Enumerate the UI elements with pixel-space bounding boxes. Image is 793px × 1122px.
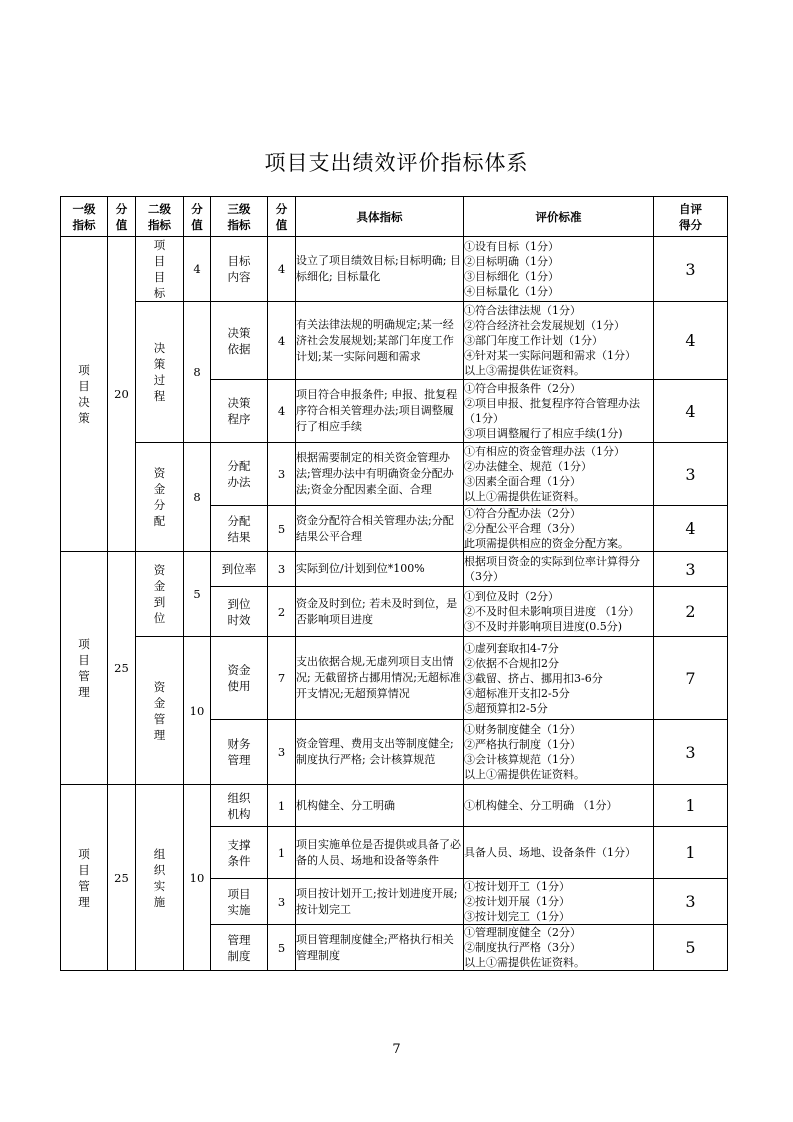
specific-indicator: 设立了项目绩效目标;目标明确; 目标细化; 目标量化 <box>296 237 464 302</box>
level2-score: 8 <box>184 302 211 443</box>
table-row <box>61 637 728 720</box>
table-row <box>61 443 728 506</box>
level3-cell: 支撑 条件 <box>211 827 268 879</box>
level1-score: 25 <box>108 552 136 785</box>
self-score: 3 <box>654 443 728 506</box>
specific-indicator: 项目按计划开工;按计划进度开展; 按计划完工 <box>296 879 464 925</box>
self-score: 7 <box>654 637 728 720</box>
evaluation-standard: ①到位及时（2分） ②不及时但未影响项目进度 （1分） ③不及时并影响项目进度(0.5分) <box>464 587 654 637</box>
header-score3: 分 值 <box>268 197 296 237</box>
level2-score: 10 <box>184 637 211 785</box>
evaluation-standard: ①机构健全、分工明确 （1分） <box>464 785 654 827</box>
self-score: 4 <box>654 380 728 443</box>
level3-score: 7 <box>268 637 296 720</box>
level3-cell: 到位 时效 <box>211 587 268 637</box>
level2-score: 10 <box>184 785 211 971</box>
evaluation-standard: ①管理制度健全（2分） ②制度执行严格（3分） 以上①需提供佐证资料。 <box>464 925 654 971</box>
table-row <box>61 552 728 587</box>
level3-score: 4 <box>268 302 296 380</box>
evaluation-standard: ①按计划开工（1分） ②按计划开展（1分） ③按计划完工（1分） <box>464 879 654 925</box>
level1-score: 20 <box>108 237 136 552</box>
level1-cell: 项目管理 <box>61 785 108 971</box>
header-level2: 二级 指标 <box>136 197 184 237</box>
evaluation-standard: ①财务制度健全（1分） ②严格执行制度（1分） ③会计核算规范（1分） 以上①需提供佐证资料。 <box>464 720 654 785</box>
evaluation-standard: ①设有目标（1分） ②目标明确（1分） ③目标细化（1分） ④目标量化（1分） <box>464 237 654 302</box>
level3-cell: 决策 依据 <box>211 302 268 380</box>
level3-cell: 分配 办法 <box>211 443 268 506</box>
evaluation-standard: 根据项目资金的实际到位率计算得分（3分） <box>464 552 654 587</box>
level2-cell: 决策过程 <box>136 302 184 443</box>
level3-score: 1 <box>268 785 296 827</box>
self-score: 3 <box>654 237 728 302</box>
specific-indicator: 机构健全、分工明确 <box>296 785 464 827</box>
level2-score: 4 <box>184 237 211 302</box>
level3-cell: 财务 管理 <box>211 720 268 785</box>
level3-score: 3 <box>268 879 296 925</box>
level3-score: 3 <box>268 552 296 587</box>
level1-cell: 项目决策 <box>61 237 108 552</box>
specific-indicator: 有关法律法规的明确规定;某一经济社会发展规划;某部门年度工作计划;某一实际问题和需求 <box>296 302 464 380</box>
level1-score: 25 <box>108 785 136 971</box>
page-number: 7 <box>392 1042 401 1057</box>
level2-score: 8 <box>184 443 211 552</box>
header-level1: 一级 指标 <box>61 197 108 237</box>
evaluation-standard: ①虚列套取扣4-7分 ②依据不合规扣2分 ③截留、挤占、挪用扣3-6分 ④超标准开支扣2-5分 ⑤超预算扣2-5分 <box>464 637 654 720</box>
evaluation-standard: ①符合申报条件（2分） ②项目申报、批复程序符合管理办法（1分） ③项目调整履行了相应手续(1分) <box>464 380 654 443</box>
specific-indicator: 项目实施单位是否提供或具备了必备的人员、场地和设备等条件 <box>296 827 464 879</box>
level3-cell: 分配 结果 <box>211 506 268 552</box>
specific-indicator: 项目符合申报条件; 申报、批复程序符合相关管理办法;项目调整履行了相应手续 <box>296 380 464 443</box>
table-row <box>61 237 728 302</box>
evaluation-standard: ①符合分配办法（2分） ②分配公平合理（3分） 此项需提供相应的资金分配方案。 <box>464 506 654 552</box>
level3-score: 4 <box>268 380 296 443</box>
header-specific: 具体指标 <box>296 197 464 237</box>
level3-cell: 到位率 <box>211 552 268 587</box>
specific-indicator: 根据需要制定的相关资金管理办法;管理办法中有明确资金分配办法;资金分配因素全面、合理 <box>296 443 464 506</box>
specific-indicator: 实际到位/计划到位*100% <box>296 552 464 587</box>
level2-cell: 组织实施 <box>136 785 184 971</box>
self-score: 4 <box>654 506 728 552</box>
level3-cell: 资金 使用 <box>211 637 268 720</box>
self-score: 1 <box>654 785 728 827</box>
level3-score: 3 <box>268 720 296 785</box>
specific-indicator: 项目管理制度健全;严格执行相关管理制度 <box>296 925 464 971</box>
level3-cell: 管理 制度 <box>211 925 268 971</box>
level2-cell: 项目目标 <box>136 237 184 302</box>
level2-score: 5 <box>184 552 211 637</box>
specific-indicator: 资金分配符合相关管理办法;分配结果公平合理 <box>296 506 464 552</box>
level3-score: 1 <box>268 827 296 879</box>
level2-cell: 资金管理 <box>136 637 184 785</box>
self-score: 3 <box>654 552 728 587</box>
self-score: 5 <box>654 925 728 971</box>
level3-cell: 目标 内容 <box>211 237 268 302</box>
specific-indicator: 资金及时到位; 若未及时到位，是否影响项目进度 <box>296 587 464 637</box>
level1-cell: 项目管理 <box>61 552 108 785</box>
self-score: 2 <box>654 587 728 637</box>
header-standard: 评价标准 <box>464 197 654 237</box>
level2-cell: 资金到位 <box>136 552 184 637</box>
table-row <box>61 302 728 380</box>
self-score: 1 <box>654 827 728 879</box>
level3-cell: 项目 实施 <box>211 879 268 925</box>
level3-cell: 组织 机构 <box>211 785 268 827</box>
specific-indicator: 资金管理、费用支出等制度健全; 制度执行严格; 会计核算规范 <box>296 720 464 785</box>
table-row <box>61 785 728 827</box>
level3-score: 5 <box>268 506 296 552</box>
self-score: 4 <box>654 302 728 380</box>
level3-score: 3 <box>268 443 296 506</box>
evaluation-standard: 具备人员、场地、设备条件（1分） <box>464 827 654 879</box>
level3-score: 5 <box>268 925 296 971</box>
page-title: 项目支出绩效评价指标体系 <box>264 151 529 175</box>
header-self: 自评 得分 <box>654 197 728 237</box>
header-row <box>61 197 728 237</box>
evaluation-table <box>60 196 728 971</box>
specific-indicator: 支出依据合规,无虚列项目支出情况; 无截留挤占挪用情况;无超标准开支情况;无超预算情况 <box>296 637 464 720</box>
self-score: 3 <box>654 720 728 785</box>
self-score: 3 <box>654 879 728 925</box>
level3-cell: 决策 程序 <box>211 380 268 443</box>
table-body <box>61 237 728 971</box>
level2-cell: 资金分配 <box>136 443 184 552</box>
level3-score: 4 <box>268 237 296 302</box>
evaluation-standard: ①符合法律法规（1分） ②符合经济社会发展规划（1分） ③部门年度工作计划（1分） ④针对某一实际问题和需求（1分） 以上③需提供佐证资料。 <box>464 302 654 380</box>
header-score1: 分 值 <box>108 197 136 237</box>
header-score2: 分 值 <box>184 197 211 237</box>
header-level3: 三级 指标 <box>211 197 268 237</box>
level3-score: 2 <box>268 587 296 637</box>
evaluation-standard: ①有相应的资金管理办法（1分） ②办法健全、规范（1分） ③因素全面合理（1分） 以上①需提供佐证资料。 <box>464 443 654 506</box>
